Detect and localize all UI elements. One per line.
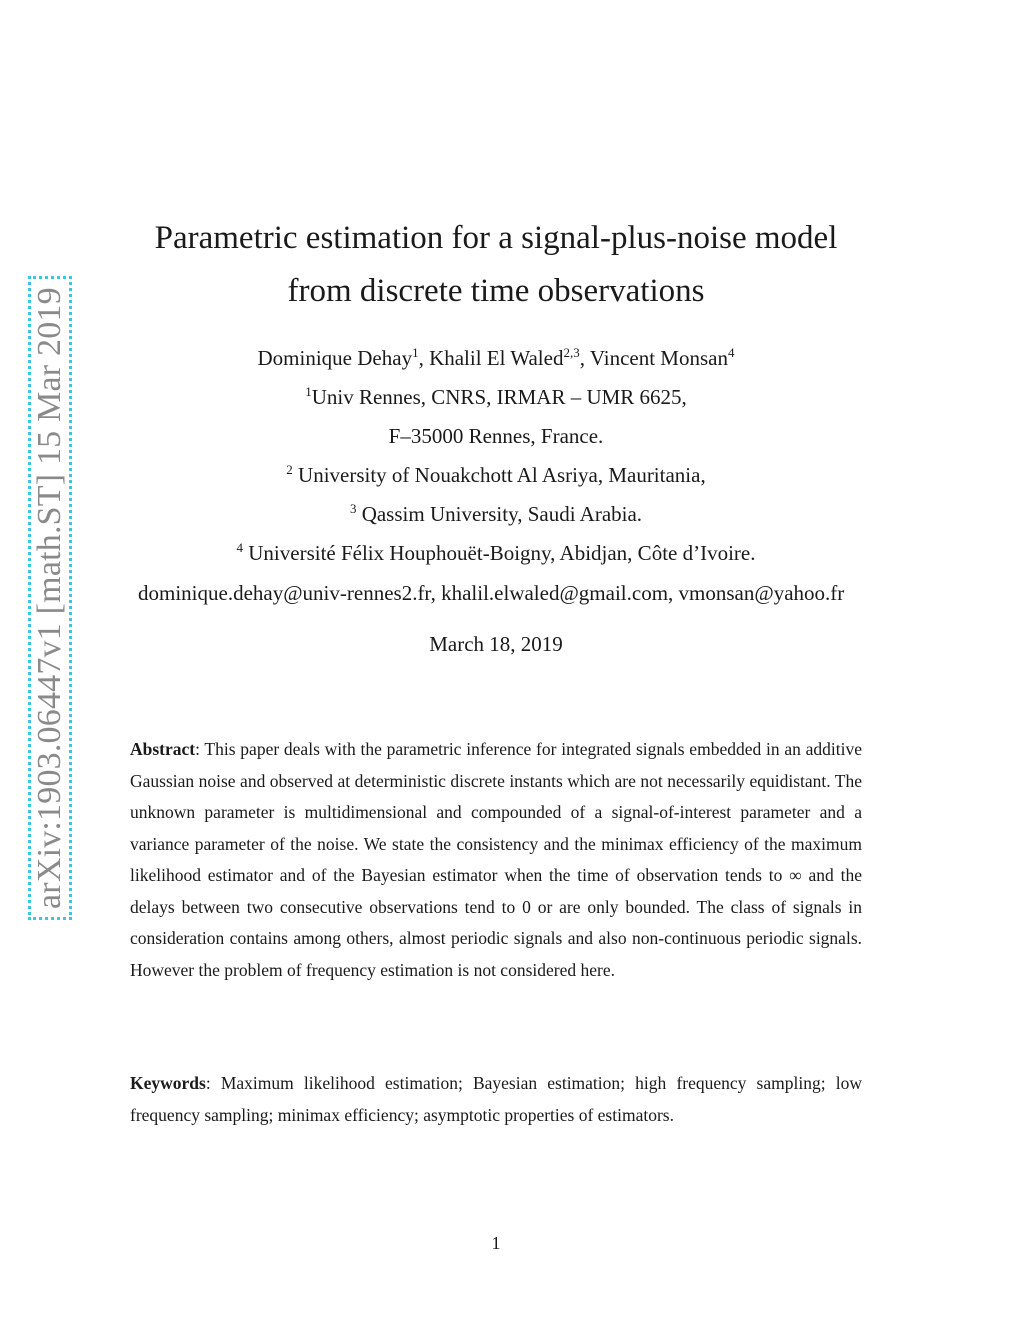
author-sep: , (418, 346, 430, 370)
affiliation-2-text: University of Nouakchott Al Asriya, Mauritania, (298, 463, 706, 487)
author-dehay-sup: 1 (412, 345, 419, 360)
title-line-1: Parametric estimation for a signal-plus-noise model (154, 220, 838, 256)
author-elwaled: Khalil El Waled (429, 346, 564, 370)
abstract (130, 734, 862, 986)
affiliation-4 (130, 541, 862, 566)
author-dehay: Dominique Dehay (257, 346, 413, 370)
keywords-text: : Maximum likelihood estimation; Bayesian estimation; high frequency sampling; low frequency sampling; minimax efficiency; asymptotic properties of estimators. (130, 1073, 862, 1125)
affiliation-3-text: Qassim University, Saudi Arabia. (361, 502, 643, 526)
affiliation-1-line-2 (130, 424, 862, 449)
keywords (130, 1068, 862, 1131)
abstract-label: Abstract (130, 739, 196, 759)
abstract-text: : This paper deals with the parametric inference for integrated signals embedded in an additive Gaussian noise and observed at deterministic discrete instants which are not necessarily equidistant. The unknown parameter is multidimensional and compounded of a signal-of-interest parameter and a variance parameter of the noise. We state the consistency and the minimax efficiency of the maximum likelihood estimator and of the Bayesian estimator when the time of observation tends to ∞ and the delays between two consecutive observations tend to 0 or are only bounded. The class of signals in consideration contains among others, almost periodic signals and also non-continuous periodic signals. However the problem of frequency estimation is not considered here. (130, 739, 862, 980)
author-sep: , (579, 346, 590, 370)
affiliation-1-line-1 (130, 385, 862, 410)
affiliation-3 (130, 502, 862, 527)
paper-title (120, 212, 872, 318)
affiliation-1-sup: 1 (305, 384, 312, 399)
page-number: 1 (491, 1233, 501, 1253)
affiliation-1-text-2: F–35000 Rennes, France. (388, 424, 604, 448)
author-emails[interactable]: dominique.dehay@univ-rennes2.fr, khalil.elwaled@gmail.com, vmonsan@yahoo.fr (138, 581, 845, 605)
title-line-2: from discrete time observations (287, 273, 705, 309)
author-elwaled-sup: 2,3 (563, 345, 580, 360)
keywords-label: Keywords (130, 1073, 206, 1093)
arxiv-stamp: arXiv:1903.06447v1 [math.ST] 15 Mar 2019 (28, 276, 72, 920)
author-monsan-sup: 4 (727, 345, 735, 360)
affiliation-2-sup: 2 (286, 462, 293, 477)
author-list (130, 346, 862, 371)
affiliation-4-sup: 4 (236, 540, 243, 555)
affiliation-3-sup: 3 (349, 501, 357, 516)
paper-date: March 18, 2019 (429, 632, 563, 656)
affiliation-2 (130, 463, 862, 488)
affiliation-1-text: Univ Rennes, CNRS, IRMAR – UMR 6625, (311, 385, 687, 409)
author-monsan: Vincent Monsan (589, 346, 728, 370)
affiliation-4-text: Université Félix Houphouët-Boigny, Abidjan, Côte d’Ivoire. (248, 541, 756, 565)
